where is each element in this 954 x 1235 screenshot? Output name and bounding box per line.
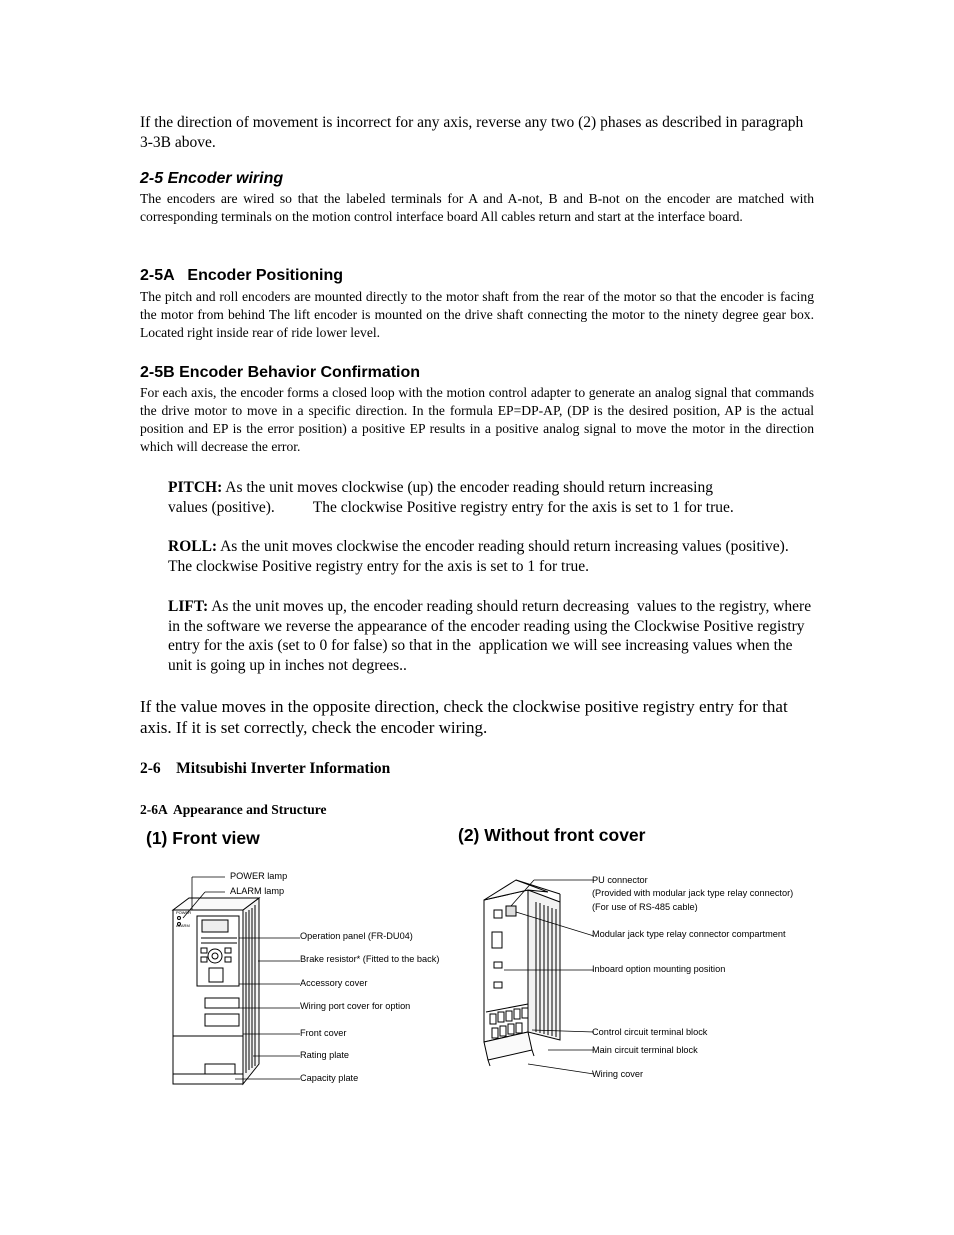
figure-title-without-cover: (2) Without front cover (458, 825, 646, 845)
section-heading-encoder-positioning: 2-5A Encoder Positioning (140, 267, 343, 284)
roll-text: As the unit moves clockwise the encoder reading should return increasing values (positive). The clockwise Positive registry entry for the axis is set to 1 for true. (168, 538, 789, 575)
inverter-front-view-drawing (165, 868, 300, 1090)
callout-alarm-lamp: ALARM lamp (230, 886, 285, 896)
roll-paragraph (168, 537, 798, 576)
roll-label: ROLL: (168, 538, 218, 555)
lift-text: As the unit moves up, the encoder reading should return decreasing values to the registry, where in the software we reverse the appearance of the encoder reading using the Clockwise Positive registry entry for the axis (set to 0 for false) so that in the application we will see increasing values when the unit is going up in inches not degrees.. (168, 598, 819, 674)
callout-modular-jack-compartment: Modular jack type relay connector compartment (592, 929, 786, 939)
subsection-heading-appearance: 2-6A Appearance and Structure (140, 802, 327, 817)
callout-wiring-port-cover: Wiring port cover for option (300, 1001, 411, 1011)
encoder-behavior-paragraph: For each axis, the encoder forms a closed loop with the motion control adapter to generate an analog signal that commands the drive motor to move in a specific direction. In the formula EP=DP-AP, (DP is the desired position, AP is the actual position and EP is the error position) a positive EP results in a positive analog signal to move the motor in the direction which will decrease the error. (140, 385, 814, 454)
callout-main-circuit-terminal: Main circuit terminal block (592, 1045, 698, 1055)
lift-paragraph (168, 597, 819, 675)
callout-rating-plate: Rating plate (300, 1050, 350, 1060)
svg-text:POWER: POWER (176, 910, 192, 915)
callout-brake-resistor: Brake resistor* (Fitted to the back) (300, 954, 440, 964)
section-heading-encoder-wiring: 2-5 Encoder wiring (140, 170, 284, 187)
closing-paragraph: If the value moves in the opposite direction, check the clockwise positive registry entry for that axis. If it is set correctly, check the encoder wiring. (140, 697, 788, 737)
callout-power-lamp: POWER lamp (230, 871, 288, 881)
pitch-label: PITCH: (168, 479, 223, 496)
callout-pu-connector-note2: (For use of RS-485 cable) (592, 902, 698, 912)
pitch-line1: As the unit moves clockwise (up) the encoder reading should return increasing (222, 479, 713, 496)
pitch-line2a: values (positive). (168, 498, 275, 516)
section-heading-encoder-behavior: 2-5B Encoder Behavior Confirmation (140, 364, 421, 381)
lift-label: LIFT: (168, 598, 209, 615)
encoder-positioning-paragraph: The pitch and roll encoders are mounted directly to the motor shaft from the rear of the motor so that the encoder is facing the motor from behind The lift encoder is mounted on the drive shaft connecting the motor to the ninety degree gear box. Located right inside rear of ride lower level. (140, 289, 814, 340)
callout-control-circuit-terminal: Control circuit terminal block (592, 1027, 708, 1037)
section-heading-mitsubishi: 2-6 Mitsubishi Inverter Information (140, 760, 391, 777)
intro-paragraph: If the direction of movement is incorrect for any axis, reverse any two (2) phases as described in paragraph 3-3B above. (140, 114, 804, 151)
encoder-wiring-paragraph: The encoders are wired so that the labeled terminals for A and A-not, B and B-not on the encoder are matched with corresponding terminals on the motion control interface board All cables return and start at the interface board. (140, 191, 814, 224)
callout-accessory-cover: Accessory cover (300, 978, 368, 988)
callout-pu-connector-note1: (Provided with modular jack type relay connector) (592, 888, 794, 898)
inverter-without-cover-drawing (476, 872, 594, 1080)
figure-title-front-view: (1) Front view (146, 828, 260, 848)
svg-text:ALARM: ALARM (176, 923, 190, 928)
callout-capacity-plate: Capacity plate (300, 1073, 359, 1083)
pitch-paragraph (168, 478, 818, 517)
callout-operation-panel: Operation panel (FR-DU04) (300, 931, 413, 941)
callout-front-cover: Front cover (300, 1028, 347, 1038)
pitch-line2b: The clockwise Positive registry entry for the axis is set to 1 for true. (312, 498, 734, 516)
callout-pu-connector: PU connector (592, 875, 648, 885)
callout-inboard-option: Inboard option mounting position (592, 964, 726, 974)
callout-wiring-cover: Wiring cover (592, 1069, 644, 1079)
